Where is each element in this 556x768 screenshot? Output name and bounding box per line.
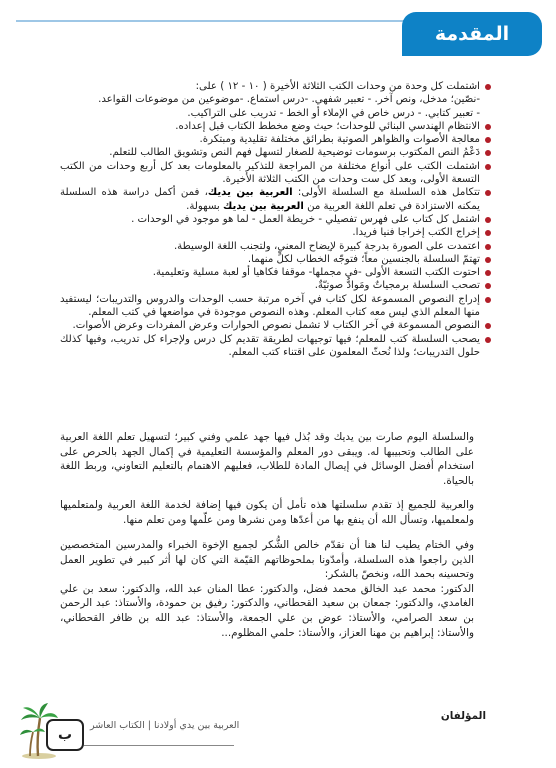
footer-series: العربية بين يدي أولادنا: [153, 720, 240, 731]
paragraph-reviewers: الدكتور: محمد عبد الخالق محمد فضل، والدكتور: عطا المنان عبد الله، والدكتور: سعد بن علي الغامدي، والدكتور: جمعان بن سعيد القحطاني، والدكتور: رفيق بن حمودة، والأستاذ: عبد الرحمن بن سعد الصرامي، والأستاذ: عوض بن علي الجمعة، والأستاذ: عبد الله بن ظافر القحطاني، والأستاذ: إبراهيم بن مهنا العزاز، والأستاذ: حلمي المظلوم...: [60, 582, 474, 639]
footer-caption: [90, 720, 239, 731]
paragraph-thanks: وفي الختام يطيب لنا هنا أن نقدّم خالص الشُّكر لجميع الإخوة الخبراء والمدرسين المتخصصين الذين راجعوا هذه السلسلة، وأمدّونا بملحوظاتهم القيّمة التي كان لها أثر كبير في تطوير العمل وتحسينه بحمد الله، ونخصّ بالشكر:: [60, 539, 474, 581]
features-list: [60, 80, 492, 359]
footer-book: الكتاب العاشر: [90, 720, 145, 731]
list-item: اشتمل كل كتاب على فهرس تفصيلي - خريطة العمل - لما هو موجود في الوحدات .: [60, 213, 492, 226]
list-item: [60, 80, 492, 120]
list-item: [60, 186, 492, 213]
authors-signature: المؤلفان: [440, 710, 486, 722]
page-number-box: [46, 719, 84, 751]
list-item-line: -نصّين؛ مدخل، ونص آخر. - تعبير شفهي. -درس استماع. -موضوعين من موضوعات القواعد.: [98, 94, 480, 106]
footer-separator: |: [144, 720, 151, 731]
footer-rule: [84, 745, 234, 746]
list-item-line: اشتملت كل وحدة من وحدات الكتب الثلاثة الأخيرة ( ١٠ - ١٢ ) على:: [195, 81, 480, 92]
list-item: احتوت الكتب التسعة الأولى -في مجملها- موقفا فكاهيا أو لعبة مسلية وتعليمية.: [60, 266, 492, 279]
list-item: الانتظام الهندسي البنائي للوحدات؛ حيث وضع مخطط الكتاب قبل إعداده.: [60, 120, 492, 133]
list-item: إدراج النصوص المسموعة لكل كتاب في آخره مرتبة حسب الوحدات والدروس والتدريبات؛ ليستفيد منها المعلم الذي ليس معه كتاب المعلم. وهذه النصوص موجودة في مواضعها في كتب المعلم.: [60, 293, 492, 320]
list-item: يصحب السلسلة كتب للمعلم؛ فيها توجيهات لطريقة تقديم كل درس ولإجراء كل تدريب، وفيها كذلك حلول التدريبات؛ ولذا نُحثّ المعلمون على اقتناء كتب المعلم.: [60, 333, 492, 360]
list-item: النصوص المسموعة في آخر الكتاب لا تشمل نصوص الحوارات وعرض المفردات وعرض الأصوات.: [60, 319, 492, 332]
list-item-text: بسهولة.: [186, 200, 224, 212]
list-item: إخراج الكتب إخراجا فنيا فريدا.: [60, 226, 492, 239]
features-list-container: [60, 80, 492, 359]
series-name-emphasis: العربية بين يديك: [223, 200, 304, 212]
acknowledgements: [60, 538, 474, 640]
list-item: معالجة الأصوات والظواهر الصوتية بطرائق مختلفة تقليدية ومبتكرة.: [60, 133, 492, 146]
list-item-line: - تعبير كتابي. - درس خاص في الإملاء أو الخط - تدريب على التراكيب.: [187, 107, 480, 119]
list-item: اعتمدت على الصورة بدرجة كبيرة لإيضاح المعنى، ولتجنب اللغة الوسيطة.: [60, 240, 492, 253]
paragraph-series-intro: والسلسلة اليوم صارت بين يديك وقد بُذل فيها جهد علمي وفني كبير؛ لتسهيل تعلم اللغة العربية على الطالب وتحبيبها له. ويبقى دور المعلم والمؤسسة التعليمية في إكمال الجهد بالحرص على استخدام أفضل الوسائل في إيصال المادة للطلاب، فعليهم الاهتمام بالتعليم التعاوني، وربط اللغة بالحياة.: [60, 431, 474, 487]
list-item: اشتملت الكتب على أنواع مختلفة من المراجعة للتذكير بالمعلومات بعد كل أربع وحدات من الكتب التسعة الأولى، وبعد كل ست وحدات من الكتب الثلاثة الأخيرة.: [60, 160, 492, 187]
list-item: تهتمّ السلسلة بالجنسين معاً؛ فتوجّه الخطاب لكلٍّ منهما.: [60, 253, 492, 266]
list-item-text: ، فمن أكمل دراسة هذه السلسلة يمكنه الاستزادة في تعلم اللغة العربية من: [60, 187, 480, 212]
list-item: دَعْمُ النص المكتوب برسومات توضيحية للصغار لتسهل فهم النص وتشويق الطالب للتعلم.: [60, 146, 492, 159]
list-item: تصحب السلسلة برمجياتٌ ومَوادُّ صوتيّةٌ.: [60, 279, 492, 292]
page-title: المقدمة: [402, 12, 542, 56]
list-item-text: تتكامل هذه السلسلة مع السلسلة الأولى:: [292, 187, 480, 199]
paragraph-publisher-hope: والعربية للجميع إذ تقدم سلسلتها هذه تأمل أن يكون فيها إضافة لخدمة اللغة العربية ولمتعلميها ولمعلميها، وتسأل الله أن ينفع بها من أعدّها ومن نشرها ومن علّمها ومن تعلم منها.: [60, 499, 474, 526]
page-number: ب: [57, 727, 73, 743]
series-name-emphasis: العربية بين يديك: [207, 187, 293, 199]
